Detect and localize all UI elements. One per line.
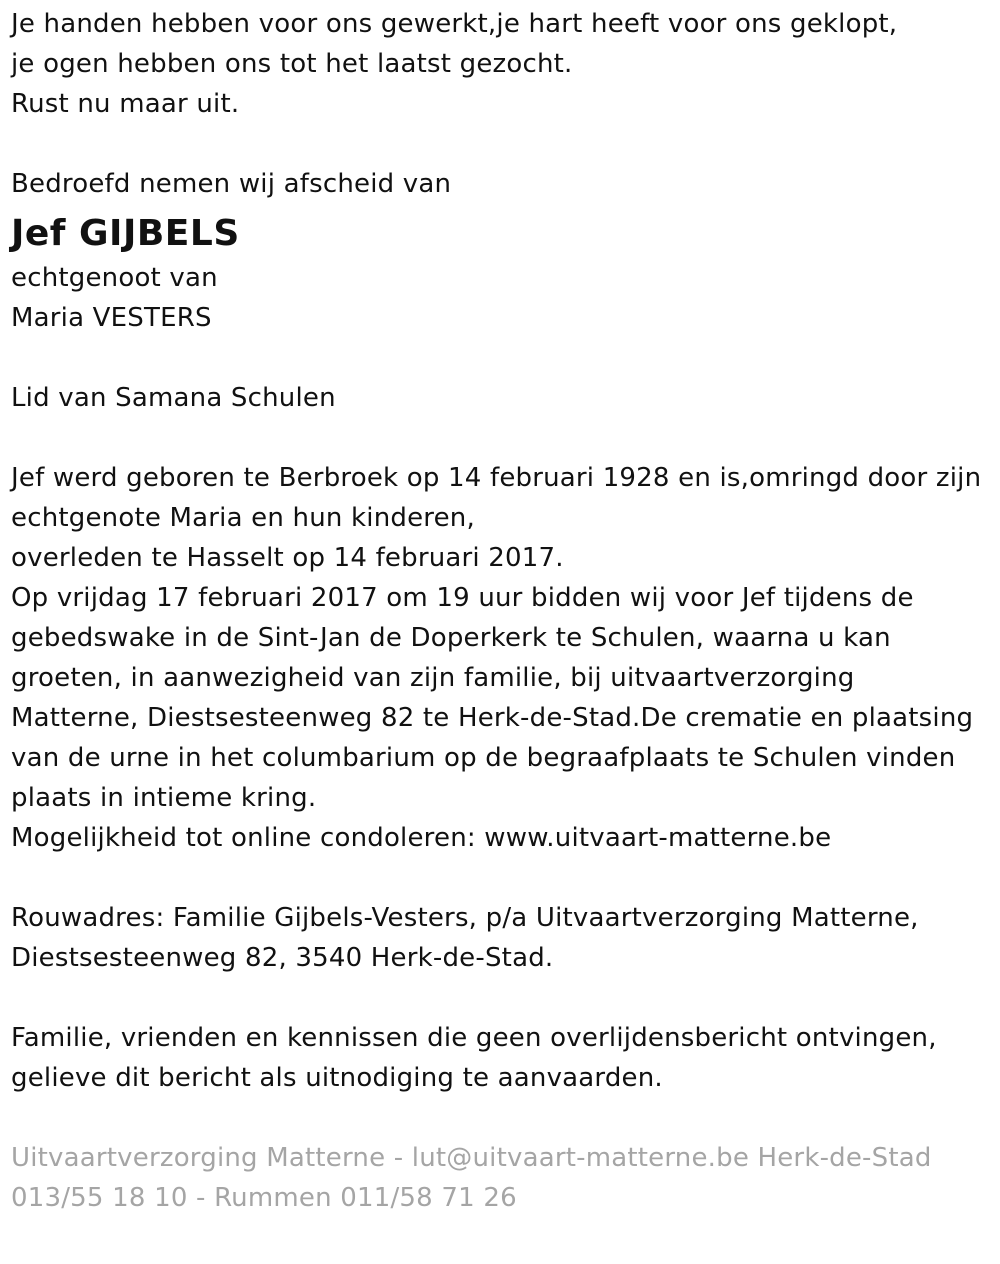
body-line: van de urne in het columbarium op de begraafplaats te Schulen vinden: [11, 743, 956, 773]
spacer: [11, 124, 993, 164]
deceased-name: Jef GIJBELS: [11, 213, 240, 254]
poem-line: je ogen hebben ons tot het laatst gezocht.: [11, 49, 573, 79]
notice-block: [11, 1018, 993, 1098]
relation-text: echtgenoot van: [11, 263, 218, 293]
body-line: echtgenote Maria en hun kinderen,: [11, 503, 475, 533]
address-block: [11, 898, 993, 978]
address-line: Diestsesteenweg 82, 3540 Herk-de-Stad.: [11, 943, 554, 973]
body-line: Jef werd geboren te Berbroek op 14 februari 1928 en is,omringd door zijn: [11, 463, 982, 493]
spacer: [11, 338, 993, 378]
notice-line: gelieve dit bericht als uitnodiging te aanvaarden.: [11, 1063, 663, 1093]
condolence-link-line: Mogelijkheid tot online condoleren: www.uitvaart-matterne.be: [11, 823, 832, 853]
poem-line: Je handen hebben voor ons gewerkt,je hart heeft voor ons geklopt,: [11, 9, 898, 39]
body-line: overleden te Hasselt op 14 februari 2017.: [11, 543, 564, 573]
spouse-name: Maria VESTERS: [11, 303, 212, 333]
poem-line: Rust nu maar uit.: [11, 89, 240, 119]
spacer: [11, 418, 993, 458]
body-line: plaats in intieme kring.: [11, 783, 317, 813]
footer-line: 013/55 18 10 - Rummen 011/58 71 26: [11, 1183, 517, 1213]
footer-block: [11, 1138, 993, 1218]
membership-text: Lid van Samana Schulen: [11, 383, 336, 413]
notice-line: Familie, vrienden en kennissen die geen overlijdensbericht ontvingen,: [11, 1023, 937, 1053]
spacer: [11, 1098, 993, 1138]
body-line: Op vrijdag 17 februari 2017 om 19 uur bidden wij voor Jef tijdens de: [11, 583, 914, 613]
spacer: [11, 858, 993, 898]
body-line: Matterne, Diestsesteenweg 82 te Herk-de-Stad.De crematie en plaatsing: [11, 703, 974, 733]
poem-block: [11, 4, 993, 124]
intro-text: Bedroefd nemen wij afscheid van: [11, 169, 452, 199]
body-text-block: [11, 458, 993, 858]
footer-line: Uitvaartverzorging Matterne - lut@uitvaart-matterne.be Herk-de-Stad: [11, 1143, 932, 1173]
body-line: gebedswake in de Sint-Jan de Doperkerk te Schulen, waarna u kan: [11, 623, 891, 653]
body-line: groeten, in aanwezigheid van zijn familie, bij uitvaartverzorging: [11, 663, 855, 693]
address-line: Rouwadres: Familie Gijbels-Vesters, p/a Uitvaartverzorging Matterne,: [11, 903, 919, 933]
obituary-notice: [11, 4, 993, 1218]
spacer: [11, 978, 993, 1018]
